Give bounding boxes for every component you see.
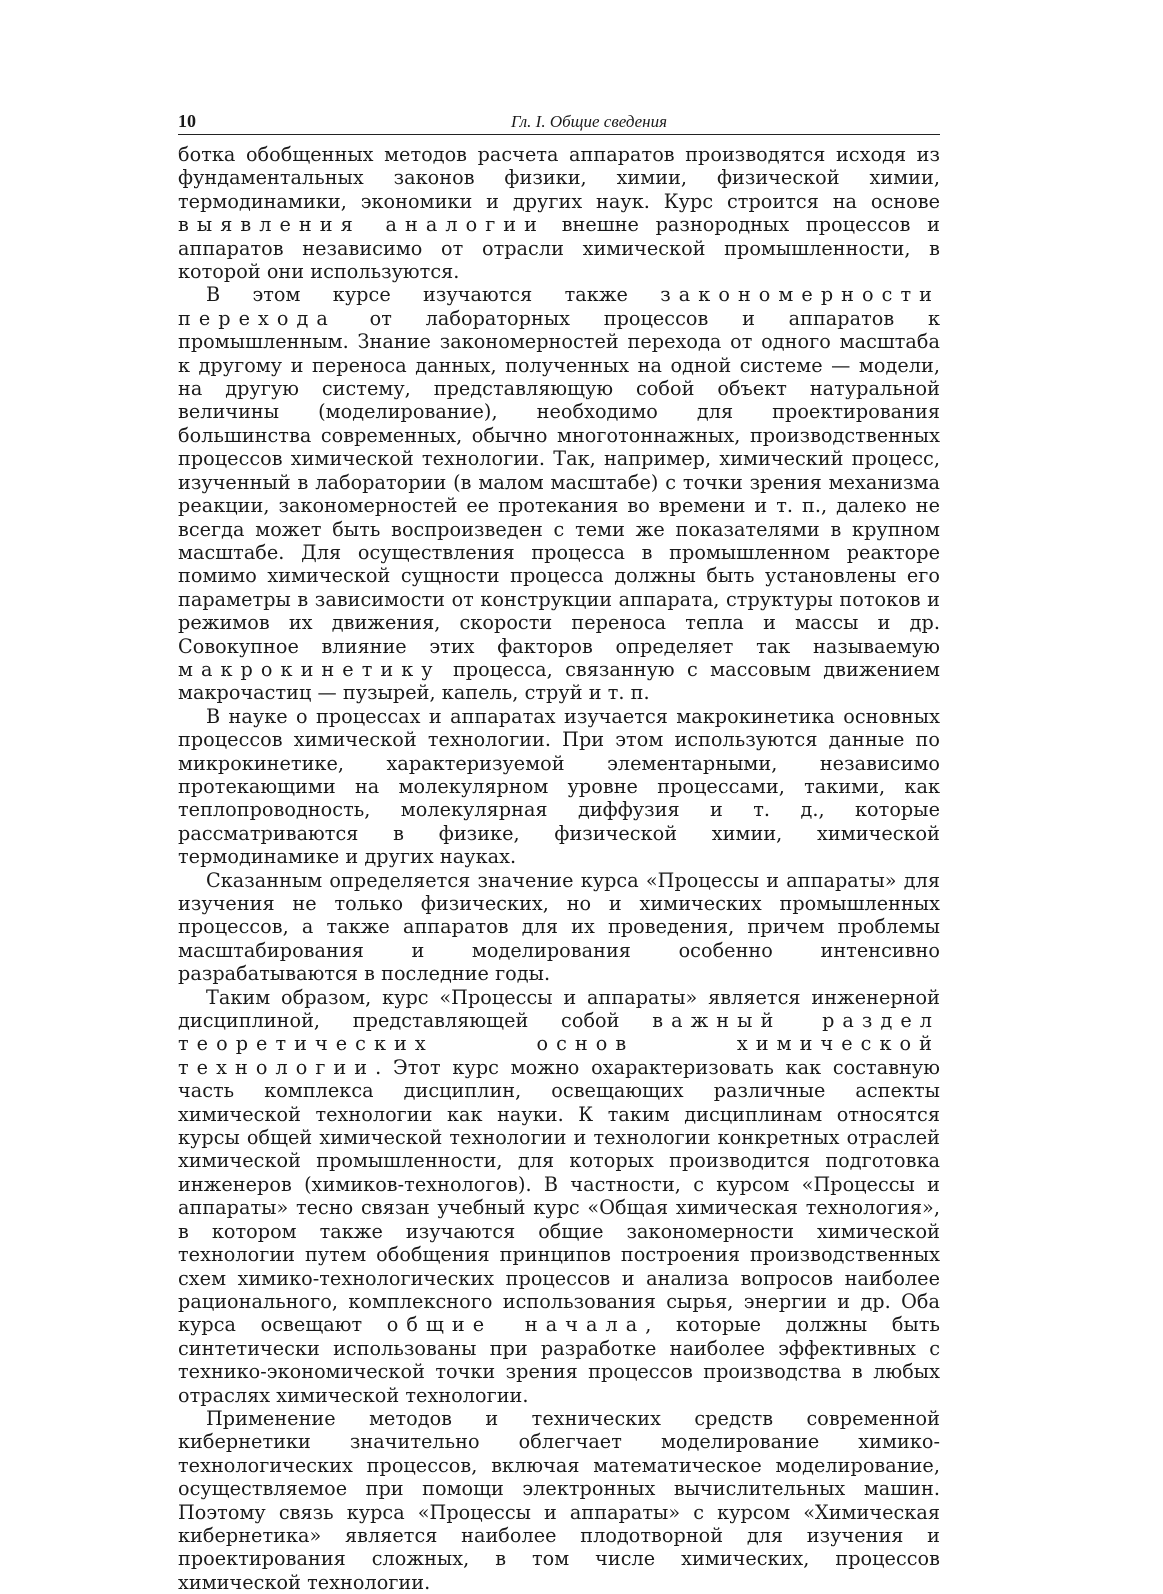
text-segment: , которые должны быть синтетически использованы при разработке наиболее эффективных с технико-экономической точки зрения процессов производства в любых отраслях химической технологии. xyxy=(178,1313,940,1407)
text-segment: внешне разнородных процессов и аппаратов независимо от отрасли химической промышленности, в которой они используются. xyxy=(178,213,941,284)
text-segment: ботка обобщенных методов расчета аппаратов производятся исходя из фундаментальных законов физики, химии, физической химии, термодинамики, экономики и других наук. Курс строится на основе xyxy=(178,143,940,213)
text-segment: В этом курсе изучаются также xyxy=(206,283,661,307)
spaced-emphasis: закономерности перехода xyxy=(178,283,940,330)
paragraph-2 xyxy=(178,283,940,704)
spaced-emphasis: макрокинетику xyxy=(178,657,441,681)
page-number: 10 xyxy=(178,111,196,131)
paragraph-6 xyxy=(178,1407,940,1594)
text-segment: Таким образом, курс «Процессы и аппараты» является инженерной дисциплиной, представляющей собой xyxy=(178,985,940,1033)
running-title: Гл. I. Общие сведения xyxy=(510,112,668,131)
page-header xyxy=(178,110,940,135)
book-page xyxy=(178,110,940,1594)
text-segment: процесса, связанную с массовым движением макрочастиц — пузырей, капель, струй и т. п. xyxy=(178,657,940,705)
spaced-emphasis: выявления аналогии xyxy=(178,213,546,237)
spaced-emphasis: важный раздел теоретических основ химической технологии xyxy=(178,1009,941,1079)
text-segment: Сказанным определяется значение курса «Процессы и аппараты» для изучения не только физических, но и химических промышленных процессов, а также аппаратов для их проведения, причем проблемы масштабирования и моделирования особенно интенсивно разрабатываются в последние годы. xyxy=(178,868,940,986)
text-segment: Применение методов и технических средств современной кибернетики значительно облегчает моделирование химико-технологических процессов, включая математическое моделирование, осуществляемое при помощи электронных вычислительных машин. Поэтому связь курса «Процессы и аппараты» с курсом «Химическая кибернетика» является наиболее плодотворной для изучения и проектирования сложных, в том числе химических, процессов химической технологии. xyxy=(178,1406,940,1594)
paragraph-5 xyxy=(178,986,940,1407)
paragraph-4 xyxy=(178,869,940,986)
text-segment: от лабораторных процессов и аппаратов к промышленным. Знание закономерностей перехода от одного масштаба к другому и переноса данных, полученных на одной системе — модели, на другую систему, представляющую собой объект натуральной величины (моделирование), необходимо для проектирования большинства современных, обычно многотоннажных, производственных процессов химической технологии. Так, например, химический процесс, изученный в лаборатории (в малом масштабе) с точки зрения механизма реакции, закономерностей ее протекания во времени и т. п., далеко не всегда может быть воспроизведен с теми же показателями в крупном масштабе. Для осуществления процесса в промышленном реакторе помимо химической сущности процесса должны быть установлены его параметры в зависимости от конструкции аппарата, структуры потоков и режимов их движения, скорости переноса тепла и массы и др. Совокупное влияние этих факторов определяет так называемую xyxy=(178,306,940,658)
paragraph-1 xyxy=(178,143,940,283)
text-segment: В науке о процессах и аппаратах изучается макрокинетика основных процессов химической технологии. При этом используются данные по микрокинетике, характеризуемой элементарными, независимо протекающими на молекулярном уровне процессами, такими, как теплопроводность, молекулярная диффузия и т. д., которые рассматриваются в физике, физической химии, химической термодинамике и других науках. xyxy=(178,704,940,869)
text-segment: . Этот курс можно охарактеризовать как составную часть комплекса дисциплин, освещающих различные аспекты химической технологии как науки. К таким дисциплинам относятся курсы общей химической технологии и технологии конкретных отраслей химической промышленности, для которых производится подготовка инженеров (химиков-технологов). В частности, с курсом «Процессы и аппараты» тесно связан учебный курс «Общая химическая технология», в котором также изучаются общие закономерности химической технологии путем обобщения принципов построения производственных схем химико-технологических процессов и анализа вопросов наиболее рационального, комплексного использования сырья, энергии и др. Оба курса освещают xyxy=(178,1055,940,1337)
paragraph-3 xyxy=(178,705,940,869)
body-text xyxy=(178,143,940,1594)
spaced-emphasis: общие начала xyxy=(386,1313,646,1337)
